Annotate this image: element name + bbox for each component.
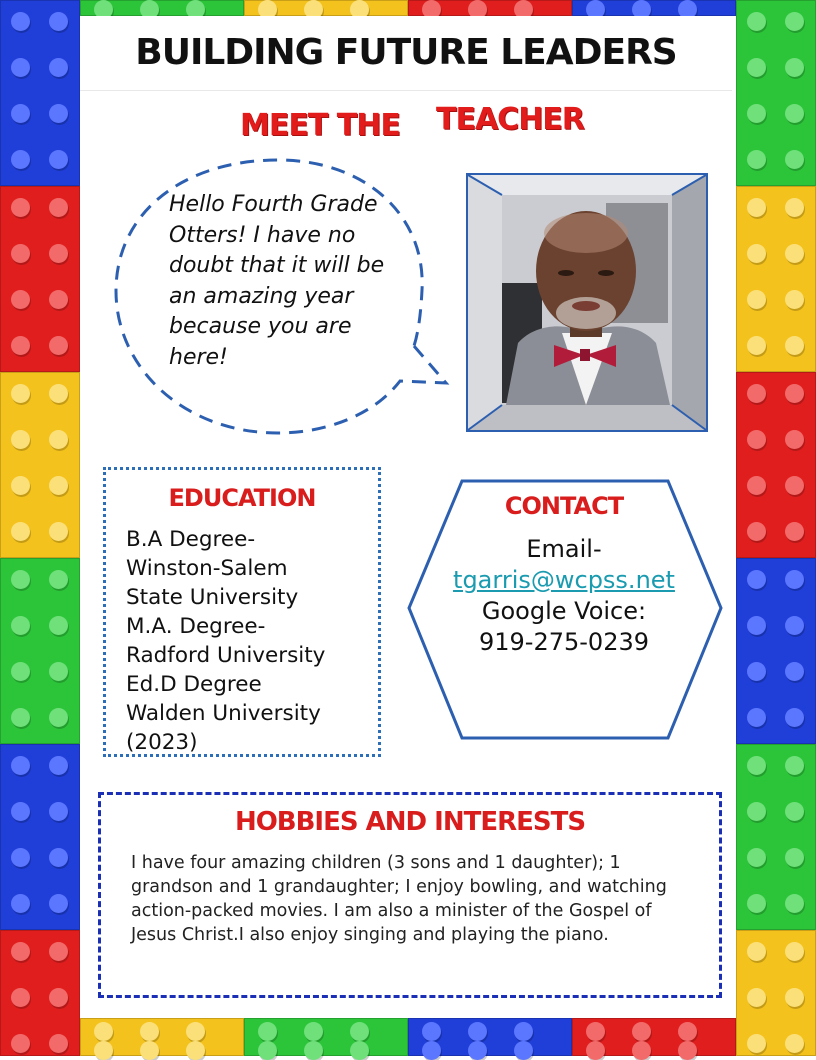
lego-stud bbox=[350, 1041, 369, 1060]
education-title: EDUCATION bbox=[168, 484, 316, 512]
lego-stud bbox=[140, 1041, 159, 1060]
lego-stud bbox=[49, 12, 68, 31]
lego-stud bbox=[785, 104, 804, 123]
lego-stud bbox=[785, 150, 804, 169]
lego-stud bbox=[632, 1022, 651, 1041]
lego-stud bbox=[11, 942, 30, 961]
lego-stud bbox=[11, 336, 30, 355]
lego-stud bbox=[11, 198, 30, 217]
photo-frame bbox=[466, 173, 708, 432]
lego-stud bbox=[49, 58, 68, 77]
lego-stud bbox=[747, 848, 766, 867]
education-line: State University bbox=[126, 585, 299, 610]
lego-stud bbox=[11, 290, 30, 309]
lego-stud bbox=[11, 1034, 30, 1053]
lego-stud bbox=[350, 1022, 369, 1041]
lego-stud bbox=[49, 522, 68, 541]
lego-stud bbox=[49, 708, 68, 727]
lego-stud bbox=[785, 522, 804, 541]
voice-number: 919-275-0239 bbox=[478, 628, 649, 656]
lego-stud bbox=[11, 662, 30, 681]
lego-stud bbox=[747, 244, 766, 263]
lego-stud bbox=[468, 1041, 487, 1060]
lego-stud bbox=[747, 662, 766, 681]
lego-stud bbox=[258, 1022, 277, 1041]
lego-stud bbox=[304, 1041, 323, 1060]
lego-stud bbox=[11, 244, 30, 263]
lego-stud bbox=[11, 104, 30, 123]
lego-stud bbox=[11, 708, 30, 727]
lego-stud bbox=[747, 756, 766, 775]
education-line: Radford University bbox=[126, 643, 326, 668]
lego-stud bbox=[747, 58, 766, 77]
lego-stud bbox=[11, 756, 30, 775]
lego-stud bbox=[747, 894, 766, 913]
contact-title: CONTACT bbox=[504, 492, 624, 520]
lego-stud bbox=[785, 58, 804, 77]
lego-stud bbox=[785, 430, 804, 449]
lego-stud bbox=[11, 616, 30, 635]
voice-label: Google Voice: bbox=[481, 597, 647, 625]
lego-stud bbox=[678, 1041, 697, 1060]
lego-stud bbox=[140, 1022, 159, 1041]
lego-stud bbox=[49, 384, 68, 403]
lego-stud bbox=[49, 988, 68, 1007]
lego-stud bbox=[49, 802, 68, 821]
lego-stud bbox=[11, 12, 30, 31]
lego-stud bbox=[747, 988, 766, 1007]
lego-stud bbox=[785, 198, 804, 217]
lego-stud bbox=[747, 384, 766, 403]
lego-stud bbox=[747, 290, 766, 309]
lego-stud bbox=[11, 150, 30, 169]
lego-stud bbox=[49, 848, 68, 867]
lego-stud bbox=[11, 522, 30, 541]
lego-stud bbox=[785, 12, 804, 31]
lego-stud bbox=[514, 1041, 533, 1060]
lego-stud bbox=[747, 708, 766, 727]
greeting-text: Hello Fourth Grade Otters! I have no doubt that it will be an amazing year because you are here! bbox=[169, 192, 385, 370]
education-line: (2023) bbox=[126, 730, 198, 755]
lego-stud bbox=[678, 1022, 697, 1041]
lego-stud bbox=[11, 430, 30, 449]
lego-stud bbox=[785, 336, 804, 355]
lego-stud bbox=[11, 476, 30, 495]
lego-stud bbox=[785, 894, 804, 913]
lego-stud bbox=[747, 476, 766, 495]
lego-stud bbox=[49, 198, 68, 217]
lego-stud bbox=[49, 104, 68, 123]
lego-stud bbox=[785, 802, 804, 821]
page-title: BUILDING FUTURE LEADERS bbox=[135, 32, 677, 73]
lego-stud bbox=[49, 150, 68, 169]
lego-stud bbox=[747, 522, 766, 541]
lego-stud bbox=[785, 616, 804, 635]
lego-stud bbox=[747, 198, 766, 217]
lego-stud bbox=[49, 1034, 68, 1053]
lego-stud bbox=[422, 1022, 441, 1041]
lego-stud bbox=[747, 1034, 766, 1053]
lego-stud bbox=[785, 290, 804, 309]
lego-stud bbox=[785, 384, 804, 403]
lego-stud bbox=[49, 570, 68, 589]
lego-stud bbox=[785, 988, 804, 1007]
lego-stud bbox=[747, 942, 766, 961]
lego-stud bbox=[11, 802, 30, 821]
lego-stud bbox=[11, 848, 30, 867]
meet-heading-part2: TEACHER bbox=[436, 102, 584, 137]
lego-stud bbox=[632, 1041, 651, 1060]
lego-stud bbox=[94, 1022, 113, 1041]
meet-heading-part1: MEET THE bbox=[240, 108, 400, 143]
lego-stud bbox=[785, 662, 804, 681]
lego-stud bbox=[11, 570, 30, 589]
lego-stud bbox=[49, 662, 68, 681]
title-banner bbox=[80, 16, 732, 90]
lego-stud bbox=[422, 1041, 441, 1060]
hobbies-box bbox=[98, 792, 722, 998]
education-line: B.A Degree- bbox=[126, 527, 256, 552]
lego-stud bbox=[586, 1041, 605, 1060]
lego-stud bbox=[186, 1022, 205, 1041]
education-lines bbox=[126, 525, 325, 757]
lego-stud bbox=[11, 384, 30, 403]
lego-stud bbox=[785, 848, 804, 867]
lego-stud bbox=[258, 1041, 277, 1060]
lego-stud bbox=[49, 894, 68, 913]
email-label: Email- bbox=[526, 535, 602, 563]
lego-stud bbox=[747, 802, 766, 821]
lego-stud bbox=[785, 1034, 804, 1053]
hobbies-text: I have four amazing children (3 sons and 1 daughter); 1 grandson and 1 grandaughter; I enjoy bowling, and watching action-packed movies. I am also a minister of the Gospel of Jesus Christ.I also enjoy singing and playing the piano. bbox=[131, 853, 667, 945]
education-line: Ed.D Degree bbox=[126, 672, 262, 697]
lego-stud bbox=[49, 244, 68, 263]
lego-stud bbox=[785, 476, 804, 495]
lego-stud bbox=[785, 942, 804, 961]
lego-stud bbox=[785, 570, 804, 589]
lego-stud bbox=[49, 942, 68, 961]
lego-stud bbox=[785, 756, 804, 775]
lego-stud bbox=[747, 430, 766, 449]
lego-stud bbox=[747, 150, 766, 169]
lego-stud bbox=[747, 336, 766, 355]
lego-stud bbox=[747, 570, 766, 589]
lego-stud bbox=[49, 616, 68, 635]
hobbies-title: HOBBIES AND INTERESTS bbox=[234, 807, 586, 837]
lego-stud bbox=[49, 756, 68, 775]
lego-stud bbox=[747, 12, 766, 31]
lego-stud bbox=[186, 1041, 205, 1060]
lego-stud bbox=[468, 1022, 487, 1041]
lego-stud bbox=[94, 1041, 113, 1060]
contact-details bbox=[436, 534, 692, 658]
lego-stud bbox=[747, 104, 766, 123]
lego-stud bbox=[49, 290, 68, 309]
education-line: Winston-Salem bbox=[126, 556, 288, 581]
lego-stud bbox=[49, 336, 68, 355]
lego-stud bbox=[11, 894, 30, 913]
lego-stud bbox=[11, 58, 30, 77]
teacher-photo bbox=[466, 173, 708, 432]
lego-stud bbox=[586, 1022, 605, 1041]
lego-stud bbox=[785, 708, 804, 727]
lego-stud bbox=[49, 476, 68, 495]
education-box bbox=[103, 467, 381, 757]
email-link[interactable]: tgarris@wcpss.net bbox=[453, 566, 675, 594]
lego-stud bbox=[785, 244, 804, 263]
lego-stud bbox=[11, 988, 30, 1007]
lego-stud bbox=[514, 1022, 533, 1041]
lego-stud bbox=[747, 616, 766, 635]
lego-stud bbox=[304, 1022, 323, 1041]
lego-stud bbox=[49, 430, 68, 449]
education-line: Walden University bbox=[126, 701, 321, 726]
education-line: M.A. Degree- bbox=[126, 614, 266, 639]
